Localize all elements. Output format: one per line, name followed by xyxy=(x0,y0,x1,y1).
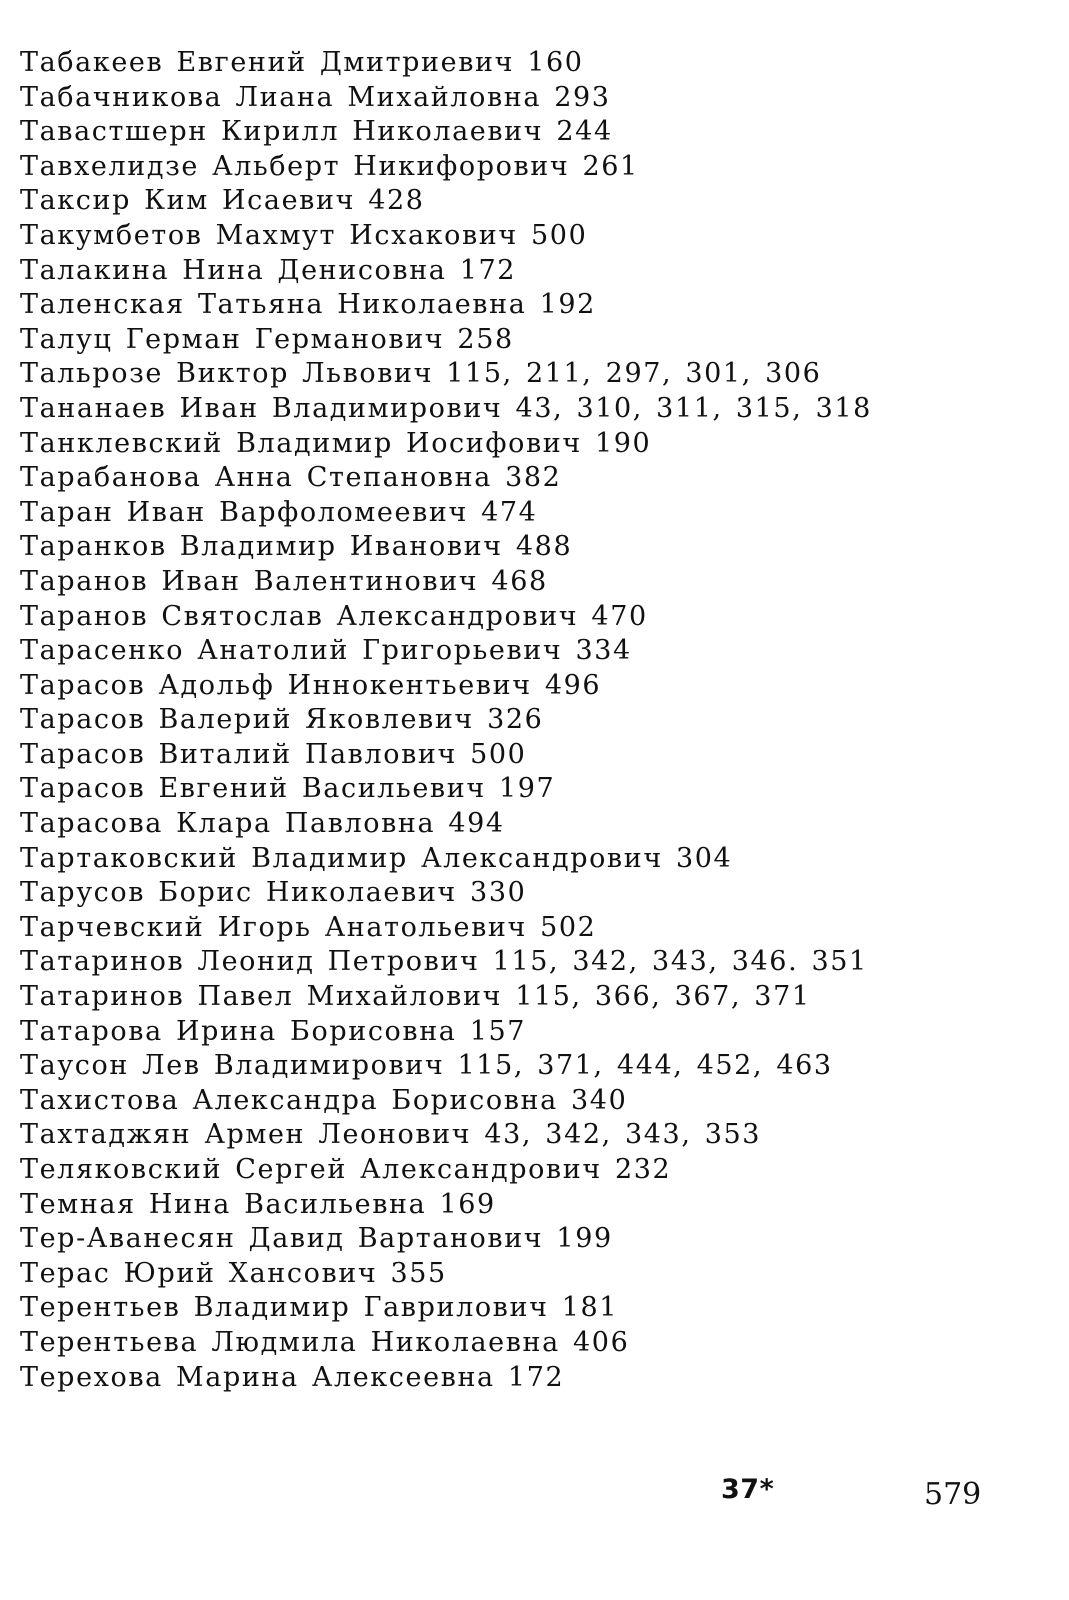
index-entry: Татаринов Леонид Петрович 115, 342, 343, 346. 351 xyxy=(20,946,868,978)
index-entry: Таранов Иван Валентинович 468 xyxy=(20,565,548,597)
index-entry: Тананаев Иван Владимирович 43, 310, 311, 315, 318 xyxy=(20,392,872,424)
index-entry: Тавхелидзе Альберт Никифорович 261 xyxy=(20,150,639,182)
index-entry: Тарусов Борис Николаевич 330 xyxy=(20,877,527,909)
index-entry: Таленская Татьяна Николаевна 192 xyxy=(20,289,596,321)
index-entry: Терас Юрий Хансович 355 xyxy=(20,1257,447,1289)
index-entry: Таран Иван Варфоломеевич 474 xyxy=(20,496,538,528)
index-entry: Тавастшерн Кирилл Николаевич 244 xyxy=(20,116,613,148)
index-entry: Тарасенко Анатолий Григорьевич 334 xyxy=(20,635,632,667)
index-entry: Тер-Аванесян Давид Вартанович 199 xyxy=(20,1223,613,1255)
name-index-list xyxy=(20,46,872,1395)
index-entry: Табакеев Евгений Дмитриевич 160 xyxy=(20,47,584,78)
signature-mark: 37* xyxy=(721,1474,775,1505)
index-entry: Танклевский Владимир Иосифович 190 xyxy=(20,427,652,459)
index-entry: Терехова Марина Алексеевна 172 xyxy=(20,1361,565,1393)
index-entry: Тарасов Виталий Павлович 500 xyxy=(20,738,527,770)
index-entry: Тальрозе Виктор Львович 115, 211, 297, 301, 306 xyxy=(20,358,822,390)
index-entry: Табачникова Лиана Михайловна 293 xyxy=(20,81,611,113)
index-entry: Тарасов Валерий Яковлевич 326 xyxy=(20,704,544,736)
index-entry: Такумбетов Махмут Исхакович 500 xyxy=(20,219,588,251)
index-entry: Таранков Владимир Иванович 488 xyxy=(20,531,573,563)
index-entry: Тарасова Клара Павловна 494 xyxy=(20,808,505,840)
index-entry: Теляковский Сергей Александрович 232 xyxy=(20,1154,672,1185)
page-number: 579 xyxy=(924,1477,982,1512)
index-entry: Темная Нина Васильевна 169 xyxy=(20,1188,496,1220)
index-entry: Терентьева Людмила Николаевна 406 xyxy=(20,1326,630,1358)
index-entry: Терентьев Владимир Гаврилович 181 xyxy=(20,1292,619,1324)
index-entry: Тарчевский Игорь Анатольевич 502 xyxy=(20,911,597,943)
index-entry: Таксир Ким Исаевич 428 xyxy=(20,185,425,217)
index-entry: Тарасов Евгений Васильевич 197 xyxy=(20,773,556,805)
index-entry: Татарова Ирина Борисовна 157 xyxy=(20,1015,527,1047)
index-entry: Талуц Герман Германович 258 xyxy=(20,323,514,355)
index-entry: Таусон Лев Владимирович 115, 371, 444, 452, 463 xyxy=(20,1050,833,1082)
index-entry: Тарасов Адольф Иннокентьевич 496 xyxy=(20,669,602,701)
index-entry: Тахистова Александра Борисовна 340 xyxy=(20,1084,628,1116)
index-entry: Таранов Святослав Александрович 470 xyxy=(20,600,648,632)
index-entry: Тахтаджян Армен Леонович 43, 342, 343, 353 xyxy=(20,1119,762,1151)
index-entry: Тарабанова Анна Степановна 382 xyxy=(20,462,562,494)
index-entry: Татаринов Павел Михайлович 115, 366, 367, 371 xyxy=(20,981,811,1013)
index-entry: Тартаковский Владимир Александрович 304 xyxy=(20,842,733,874)
index-entry: Талакина Нина Денисовна 172 xyxy=(20,254,517,286)
